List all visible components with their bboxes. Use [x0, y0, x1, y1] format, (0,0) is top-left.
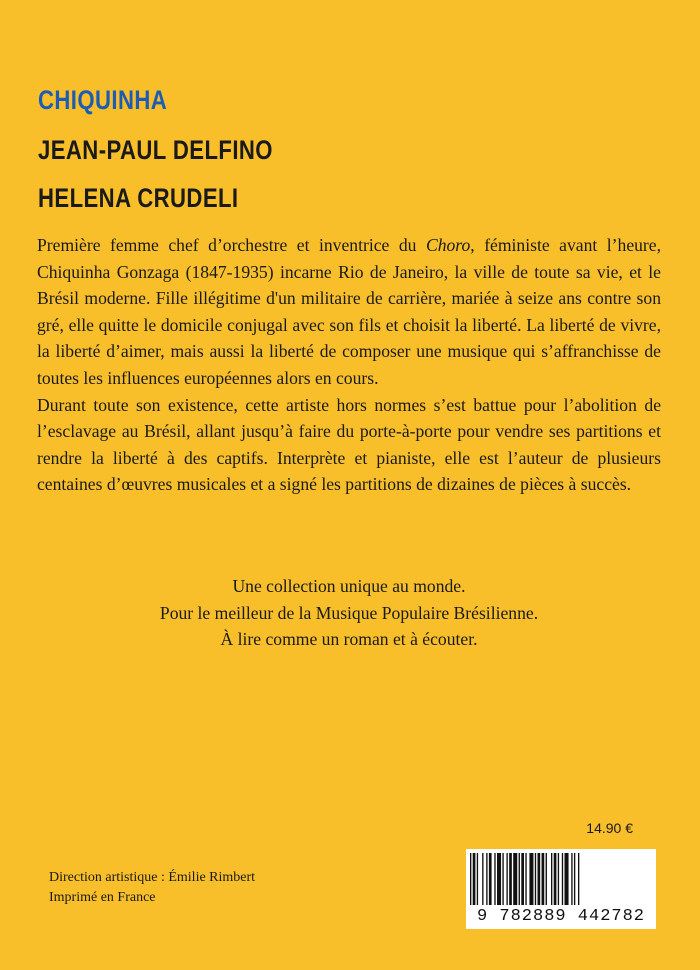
- blurb: [37, 232, 661, 498]
- tagline: [37, 573, 661, 653]
- barcode: [466, 849, 656, 929]
- price-label: 14.90 €: [586, 820, 633, 836]
- tagline-line-3: À lire comme un roman et à écouter.: [220, 629, 478, 650]
- author-name-1: JEAN-PAUL DELFINO: [38, 135, 273, 165]
- credits: [49, 868, 255, 908]
- blurb-italic-term: Choro: [425, 235, 471, 255]
- blurb-paragraph-2: Durant toute son existence, cette artiste hors normes s’est battue pour l’abolition de l’esclavage au Brésil, allant jusqu’à faire du porte-à-porte pour vendre ses partitions et rendre la liberté à des captifs. Interprète et pianiste, elle est l’auteur de plusieurs centaines d’œuvres musicales et a signé les partitions de dizaines de pièces à succès.: [37, 394, 661, 495]
- blurb-text: Première femme chef d’orchestre et inventrice du: [37, 235, 426, 255]
- author-name-2: HELENA CRUDELI: [38, 183, 239, 213]
- blurb-text: , féministe avant l’heure, Chiquinha Gonzaga (1847-1935) incarne Rio de Janeiro, la ville de toute sa vie, et le Brésil moderne. Fille illégitime d'un militaire de carrière, mariée à seize ans contre son gré, elle quitte le domicile conjugal avec son fils et choisit la liberté. La liberté de vivre, la liberté d’aimer, mais aussi la liberté de composer une musique qui s’affranchisse de toutes les influences européennes alors en cours.: [37, 235, 661, 388]
- credits-printed-in: Imprimé en France: [49, 890, 156, 905]
- blurb-paragraph-1: [37, 232, 661, 392]
- tagline-line-1: Une collection unique au monde.: [232, 576, 466, 596]
- barcode-digits: 9 782889 442782: [476, 907, 646, 926]
- series-title: CHIQUINHA: [38, 85, 168, 115]
- credits-art-direction: Direction artistique : Émilie Rimbert: [49, 870, 256, 885]
- barcode-bars: [466, 849, 656, 909]
- tagline-line-2: Pour le meilleur de la Musique Populaire Brésilienne.: [159, 602, 539, 623]
